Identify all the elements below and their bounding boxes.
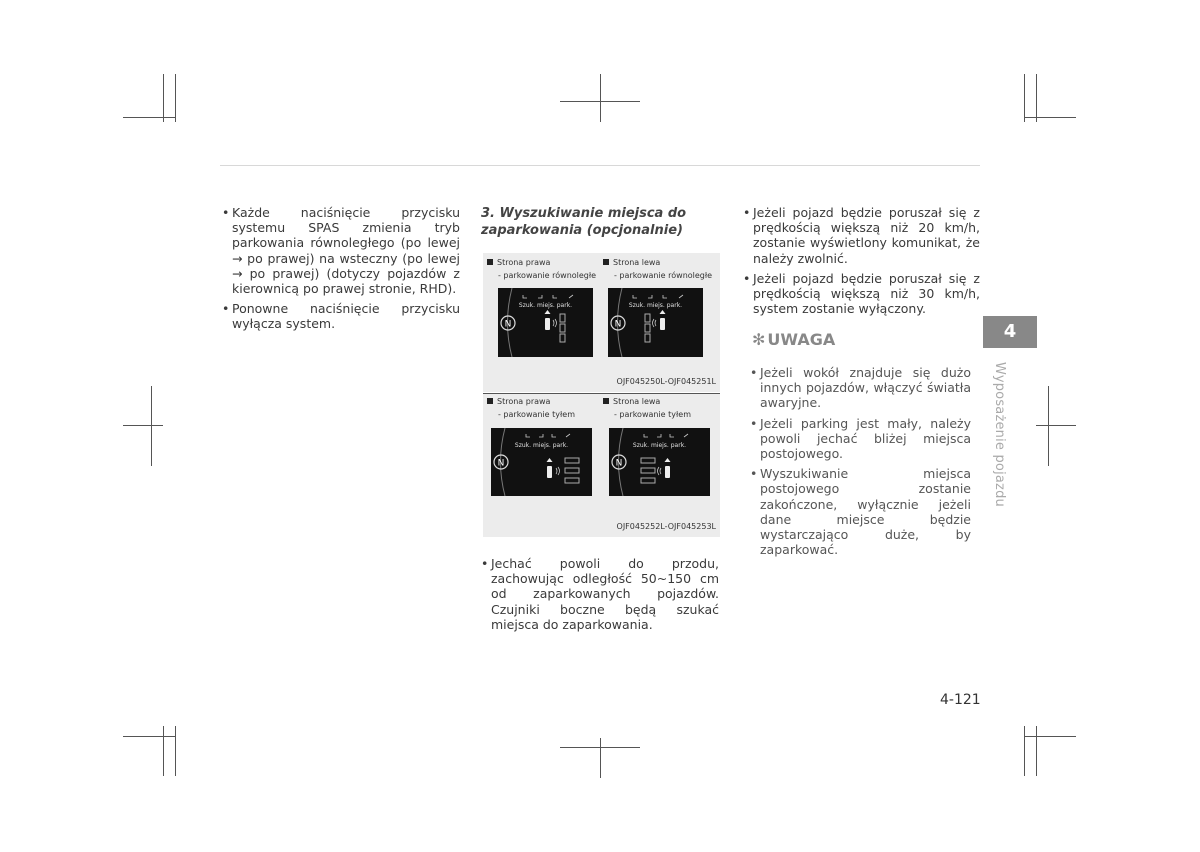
crop-mark xyxy=(1036,726,1037,776)
crop-mark xyxy=(151,386,152,466)
crop-mark xyxy=(1036,74,1037,122)
cluster-display xyxy=(491,428,592,496)
figure-caption-left: Strona prawa - parkowanie równoległe xyxy=(487,256,596,282)
crop-mark xyxy=(175,74,176,122)
crop-mark xyxy=(175,726,176,776)
crop-mark xyxy=(163,74,164,122)
crop-mark xyxy=(1036,425,1076,426)
cluster-display xyxy=(498,288,593,357)
crop-mark xyxy=(123,736,175,737)
figure-caption-right: Strona lewa - parkowanie tyłem xyxy=(603,395,691,421)
list-item: • Jeżeli pojazd będzie poruszał się z prędkością większą niż 30 km/h, system zostanie wyłączony. xyxy=(743,271,980,317)
figure-code: OJF045252L-OJF045253L xyxy=(616,522,716,531)
list-item: • Każde naciśnięcie przycisku systemu SPAS zmienia tryb parkowania równoległego (po lewej → po prawej) na wsteczny (po lewej → po prawej) (dotyczy pojazdów z kierownicą po prawej stronie, RHD). xyxy=(222,205,460,296)
section-heading: 3. Wyszukiwanie miejsca do zaparkowania (opcjonalnie) xyxy=(481,206,687,238)
list-item: • Ponowne naciśnięcie przycisku wyłącza system. xyxy=(222,301,460,331)
header-rule xyxy=(220,165,980,166)
display-text: Szuk. miejs. park. xyxy=(518,302,573,309)
cluster-display xyxy=(609,428,710,496)
figure-reverse xyxy=(483,394,720,537)
figure-caption-left: Strona prawa - parkowanie tyłem xyxy=(487,395,575,421)
display-text: Szuk. miejs. park. xyxy=(628,302,683,309)
crop-mark xyxy=(1024,736,1076,737)
notice-title: ✻ UWAGA xyxy=(752,330,836,349)
list-item: • Jeżeli pojazd będzie poruszał się z prędkością większą niż 20 km/h, zostanie wyświetlony komunikat, że należy zwolnić. xyxy=(743,205,980,266)
middle-column xyxy=(481,556,719,637)
chapter-label: Wyposażenie pojazdu xyxy=(992,362,1007,507)
display-text: Szuk. miejs. park. xyxy=(514,442,569,449)
svg-text:N: N xyxy=(504,319,512,330)
crop-mark xyxy=(1024,726,1025,776)
svg-text:N: N xyxy=(497,458,505,469)
page-number: 4-121 xyxy=(940,692,981,708)
chapter-tab: 4 xyxy=(983,316,1037,348)
left-column xyxy=(222,205,460,337)
list-item: • Jechać powoli do przodu, zachowując odległość 50~150 cm od zaparkowanych pojazdów. Czujniki boczne będą szukać miejsca do zaparkowania. xyxy=(481,556,719,632)
right-column xyxy=(743,205,980,321)
asterisk-icon: ✻ xyxy=(752,330,766,349)
svg-text:N: N xyxy=(614,319,622,330)
crop-mark xyxy=(1024,74,1025,122)
crop-mark xyxy=(1048,386,1049,466)
crop-mark xyxy=(123,425,163,426)
list-item: • Jeżeli wokół znajduje się dużo innych pojazdów, włączyć światła awaryjne. xyxy=(750,365,971,411)
crop-mark xyxy=(600,738,601,778)
list-item: • Jeżeli parking jest mały, należy powoli jechać bliżej miejsca postojowego. xyxy=(750,416,971,462)
crop-mark xyxy=(560,101,640,102)
notice-list xyxy=(750,365,971,562)
figure-parallel xyxy=(483,253,720,392)
display-text: Szuk. miejs. park. xyxy=(632,442,687,449)
figure-code: OJF045250L-OJF045251L xyxy=(616,377,716,386)
figure-caption-right: Strona lewa - parkowanie równoległe xyxy=(603,256,712,282)
crop-mark xyxy=(600,74,601,122)
crop-mark xyxy=(123,117,175,118)
list-item: • Wyszukiwanie miejsca postojowego zostanie zakończone, wyłącznie jeżeli dane miejsce będzie wystarczająco duże, by zaparkować. xyxy=(750,466,971,557)
cluster-display xyxy=(608,288,703,357)
svg-text:N: N xyxy=(615,458,623,469)
crop-mark xyxy=(163,726,164,776)
crop-mark xyxy=(560,747,640,748)
crop-mark xyxy=(1024,117,1076,118)
